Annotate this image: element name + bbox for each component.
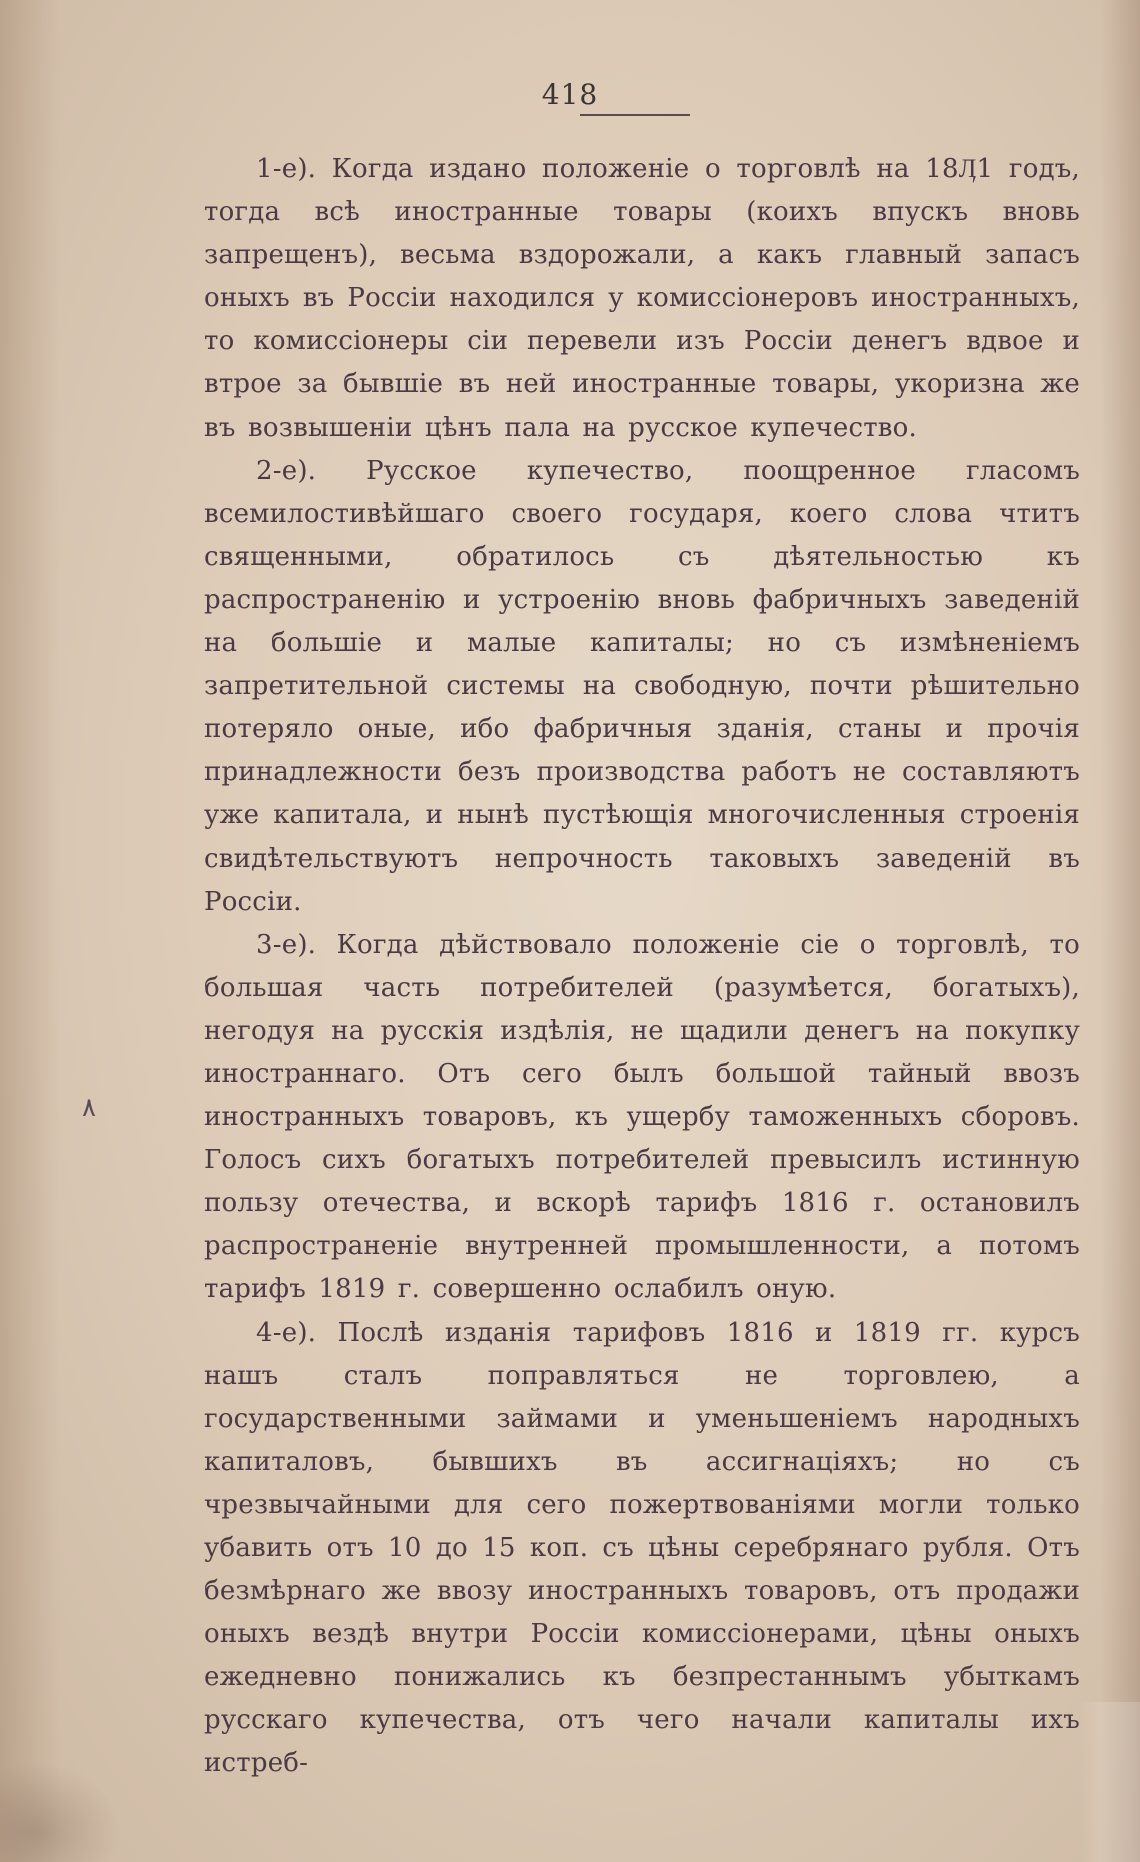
corner-shadow-left <box>0 1762 120 1862</box>
page-number: 418 <box>541 78 599 111</box>
paragraph-3: 3-е). Когда дѣйствовало положеніе сіе о торговлѣ, то большая часть потребителей (разумѣется, богатыхъ), негодуя на русскія издѣлія, не щадили денегъ на покупку иностраннаго. Отъ сего былъ большой тайный ввозъ иностранныхъ товаровъ, къ ущербу таможенныхъ сборовъ. Голосъ сихъ богатыхъ потребителей превысилъ истинную пользу отечества, и вскорѣ тарифъ 1816 г. остановилъ распространеніе внутренней промышленности, а потомъ тарифъ 1819 г. совершенно ослабилъ оную. <box>204 929 1080 1305</box>
paragraph-4: 4-е). Послѣ изданія тарифовъ 1816 и 1819 гг. курсъ нашъ сталъ поправляться не торговлею, а государственными займами и уменьшеніемъ народныхъ капиталовъ, бывшихъ въ ассигнаціяхъ; но съ чрезвычайными для сего пожертвованіями могли только убавить отъ 10 до 15 коп. съ цѣны серебрянаго рубля. Отъ безмѣрнаго же ввозу иностранныхъ товаровъ, отъ продажи оныхъ вездѣ внутри Россіи комиссіонерами, цѣны оныхъ ежедневно понижались къ безпрестаннымъ убыткамъ русскаго купечества, отъ чего начали капиталы ихъ истреб- <box>204 1317 1080 1779</box>
margin-mark: ٨ <box>82 1093 96 1123</box>
body-text <box>204 148 1080 1786</box>
paragraph-2: 2-е). Русское купечество, поощренное гласомъ всемилостивѣйшаго своего государя, коего слова чтитъ священными, обратилось съ дѣятельностью къ распространенію и устроенію вновь фабричныхъ заведеній на большіе и малые капиталы; но съ измѣненіемъ запретительной системы на свободную, почти рѣшительно потеряло оные, ибо фабричныя зданія, станы и прочія принадлежности безъ производства работъ не составляютъ уже капитала, и нынѣ пустѣющія многочисленныя строенія свидѣтельствуютъ непрочность таковыхъ заведеній въ Россіи. <box>204 455 1080 917</box>
corner-shadow-right <box>1080 1702 1140 1862</box>
header-rule <box>580 114 690 116</box>
paragraph-1: 1-е). Когда издано положеніе о торговлѣ на 18Ӆ1 годъ, тогда всѣ иностранные товары (коихъ впускъ вновь запрещенъ), весьма вздорожали, а какъ главный запасъ оныхъ въ Россіи находился у комиссіонеровъ иностранныхъ, то комиссіонеры сіи перевели изъ Россіи денегъ вдвое и втрое за бывшіе въ ней иностранные товары, укоризна же въ возвышеніи цѣнъ пала на русское купечество. <box>204 154 1080 443</box>
